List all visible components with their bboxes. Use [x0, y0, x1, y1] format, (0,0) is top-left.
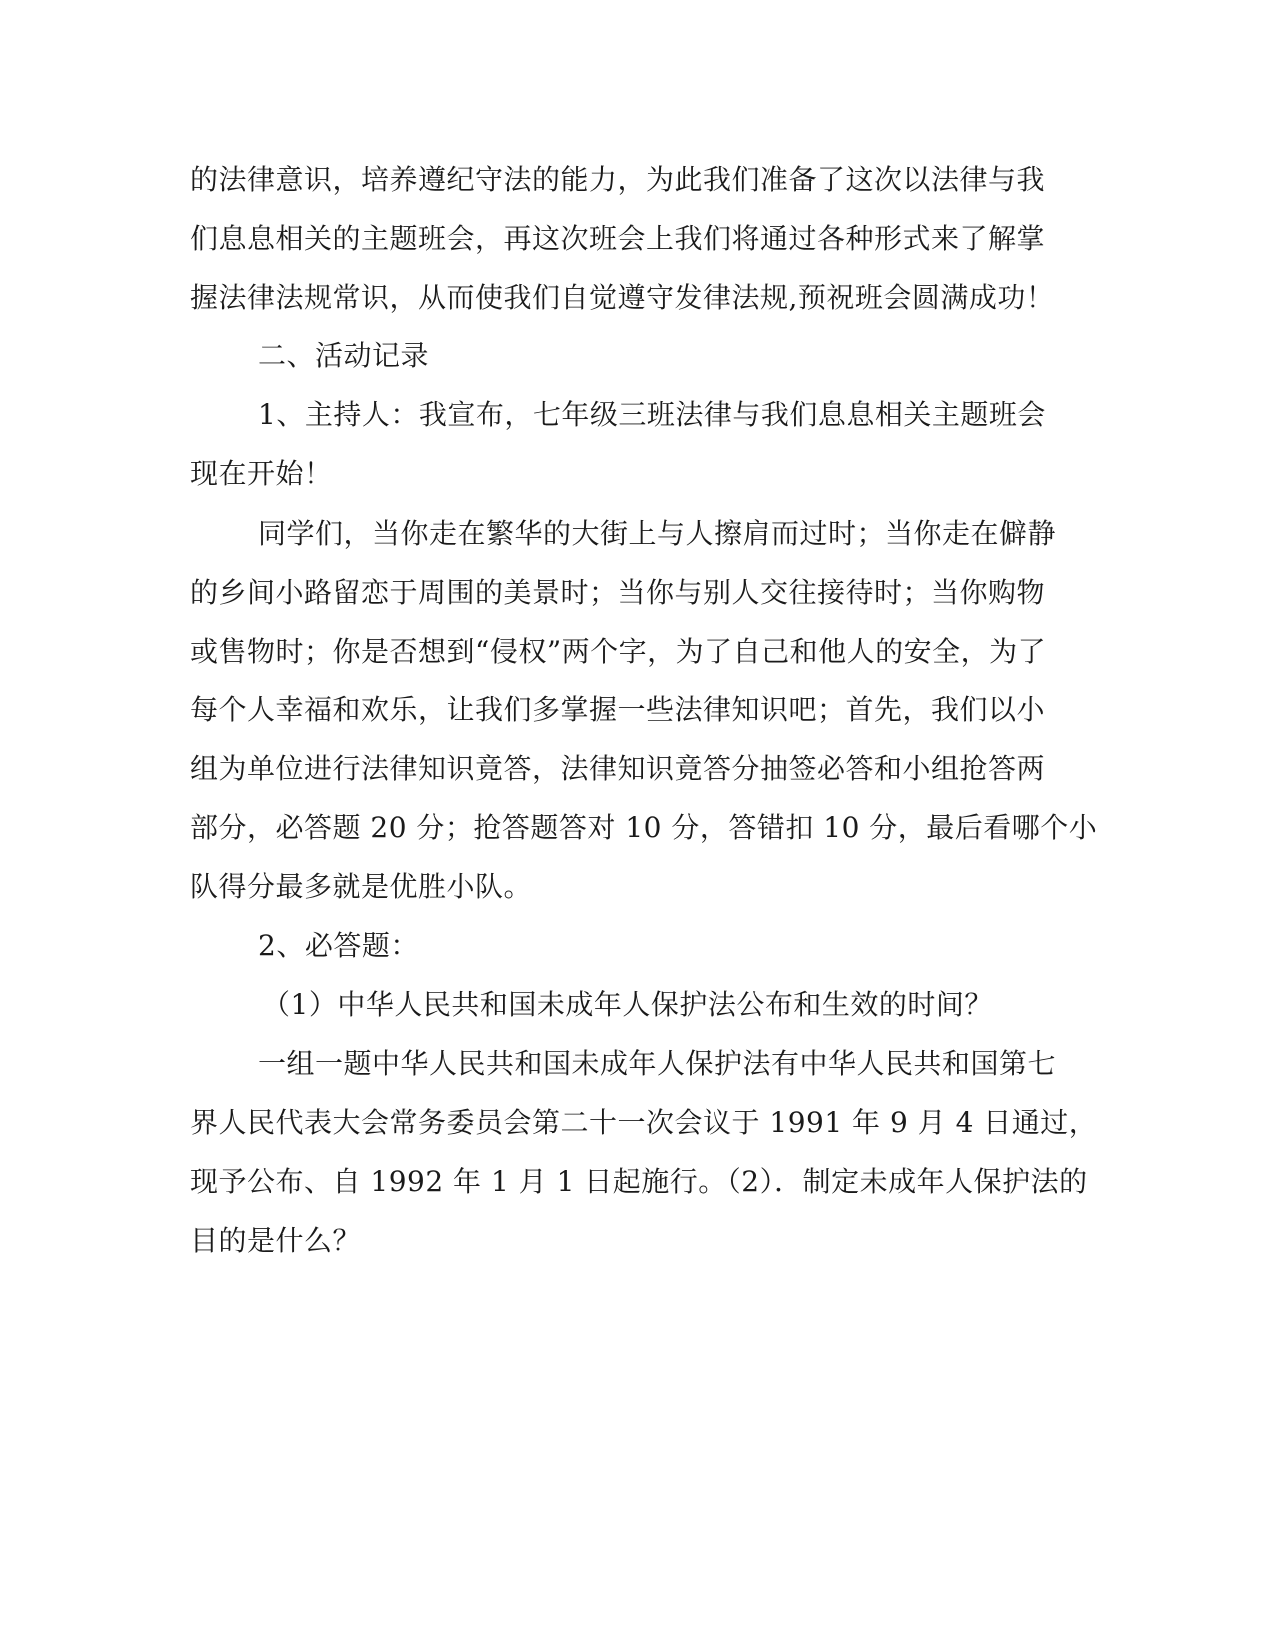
text-line: 现在开始！: [190, 457, 333, 490]
section-heading: 二、活动记录: [258, 339, 430, 372]
text-line: 现予公布、自 1992 年 1 月 1 日起施行。（2）．制定未成年人保护法的: [190, 1165, 1088, 1198]
text-line: 每个人幸福和欢乐，让我们多掌握一些法律知识吧；首先，我们以小: [190, 693, 1046, 726]
text-line: 组为单位进行法律知识竟答，法律知识竟答分抽签必答和小组抢答两: [190, 752, 1046, 785]
text-line: 同学们，当你走在繁华的大街上与人擦肩而过时；当你走在僻静: [258, 517, 1057, 550]
text-line: 握法律法规常识，从而使我们自觉遵守发律法规,预祝班会圆满成功！: [190, 281, 1055, 314]
text-line: 1、主持人：我宣布，七年级三班法律与我们息息相关主题班会: [258, 398, 1046, 431]
text-line: 界人民代表大会常务委员会第二十一次会议于 1991 年 9 月 4 日通过，: [190, 1106, 1098, 1139]
question-line: （1）中华人民共和国未成年人保护法公布和生效的时间？: [262, 988, 993, 1021]
text-line: 或售物时；你是否想到“侵权”两个字，为了自己和他人的安全，为了: [190, 635, 1047, 668]
text-line: 们息息相关的主题班会，再这次班会上我们将通过各种形式来了解掌: [190, 222, 1046, 255]
text-line: 队得分最多就是优胜小队。: [190, 870, 533, 903]
section-heading: 2、必答题：: [258, 929, 419, 962]
text-line: 一组一题中华人民共和国未成年人保护法有中华人民共和国第七: [258, 1047, 1057, 1080]
text-line: 部分，必答题 20 分；抢答题答对 10 分，答错扣 10 分，最后看哪个小: [190, 811, 1098, 844]
text-line: 的法律意识，培养遵纪守法的能力，为此我们准备了这次以法律与我: [190, 163, 1046, 196]
text-line: 目的是什么？: [190, 1224, 362, 1257]
text-line: 的乡间小路留恋于周围的美景时；当你与别人交往接待时；当你购物: [190, 576, 1046, 609]
